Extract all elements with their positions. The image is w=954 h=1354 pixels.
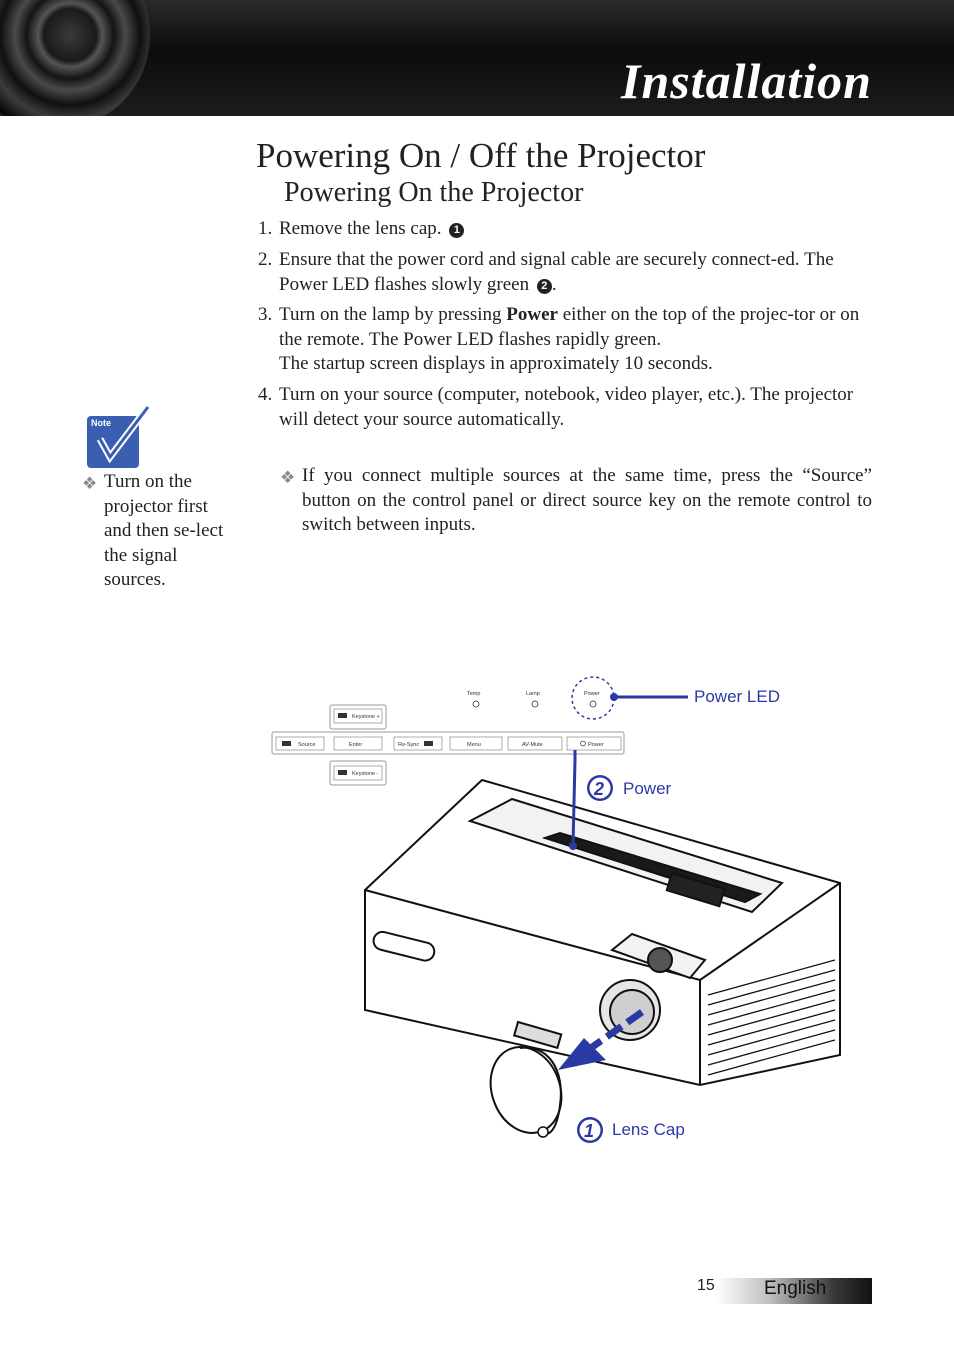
tip-paragraph xyxy=(280,464,872,538)
projector-figure xyxy=(0,600,954,1160)
note-text: Turn on the projector first and then se-lect the signal sources. xyxy=(104,471,224,590)
callout-badge-1 xyxy=(577,1117,603,1143)
step-text-extra: The startup screen displays in approximately 10 seconds. xyxy=(279,353,713,374)
bullet-diamond-icon: ❖ xyxy=(82,474,98,493)
step-marker-icon: 1 xyxy=(449,223,464,238)
step-text: Remove the lens cap. xyxy=(279,218,442,239)
note-icon xyxy=(86,405,152,469)
page-title: Powering On / Off the Projector xyxy=(256,136,706,175)
keystone-plus-label: Keystone + xyxy=(352,714,380,720)
temp-indicator-label: Temp xyxy=(467,691,481,697)
step-bold-keyword: Power xyxy=(506,304,558,325)
step-text-end: . xyxy=(551,273,557,295)
badge-number: 1 xyxy=(584,1121,595,1141)
source-button-label: Source xyxy=(298,742,316,748)
tip-text: If you connect multiple sources at the same time, press the “Source” button on the control panel or direct source key on the remote control to switch between inputs. xyxy=(302,465,872,535)
step-number: 4. xyxy=(258,384,273,405)
callout-badge-2 xyxy=(587,775,613,801)
bullet-diamond-icon: ❖ xyxy=(280,468,296,487)
callout-power: Power xyxy=(623,779,672,798)
step-number: 2. xyxy=(258,249,273,270)
step-1 xyxy=(258,217,872,242)
power-button-label: Power xyxy=(588,742,604,748)
page-number: 15 xyxy=(697,1277,715,1294)
avmute-button-label: AV-Mute xyxy=(522,742,543,748)
control-panel-diagram xyxy=(272,677,624,785)
enter-button-label: Enter xyxy=(349,742,363,748)
step-3 xyxy=(258,303,872,377)
temp-led xyxy=(473,701,479,707)
projector-body xyxy=(365,780,840,1085)
step-marker-icon: 2 xyxy=(537,279,552,294)
resync-button-label: Re-Sync xyxy=(398,742,420,748)
note-icon-label: Note xyxy=(91,418,111,428)
badge-number: 2 xyxy=(594,779,605,799)
power-led-highlight xyxy=(572,677,614,719)
language-label: English xyxy=(764,1278,827,1299)
menu-button-label: Menu xyxy=(467,742,481,748)
lens-graphic xyxy=(0,0,150,116)
lamp-indicator-label: Lamp xyxy=(526,691,540,697)
note-box xyxy=(82,470,238,593)
step-text: Ensure that the power cord and signal cable are securely connect-ed. The Power LED flashes slowly green xyxy=(279,249,834,295)
section-header-title: Installation xyxy=(621,53,872,109)
step-number: 3. xyxy=(258,304,273,325)
callout-power-led: Power LED xyxy=(694,687,780,706)
step-text: Turn on your source (computer, notebook, video player, etc.). The projector will detect your source automatically. xyxy=(279,384,854,430)
keystone-minus-label: Keystone - xyxy=(352,771,379,777)
section-title: Powering On the Projector xyxy=(284,177,584,208)
step-text-cont: either on the top of the projec-tor or on the remote. The Power LED flashes rapidly green. xyxy=(279,304,860,350)
step-4 xyxy=(258,383,872,432)
power-led xyxy=(590,701,596,707)
power-indicator-label: Power xyxy=(584,691,600,697)
callout-lens-cap: Lens Cap xyxy=(612,1120,685,1139)
step-2 xyxy=(258,248,872,297)
projector-illustration xyxy=(0,600,954,1160)
lamp-led xyxy=(532,701,538,707)
step-number: 1. xyxy=(258,218,273,239)
header-banner xyxy=(0,0,954,116)
step-text: Turn on the lamp by pressing xyxy=(279,304,502,325)
